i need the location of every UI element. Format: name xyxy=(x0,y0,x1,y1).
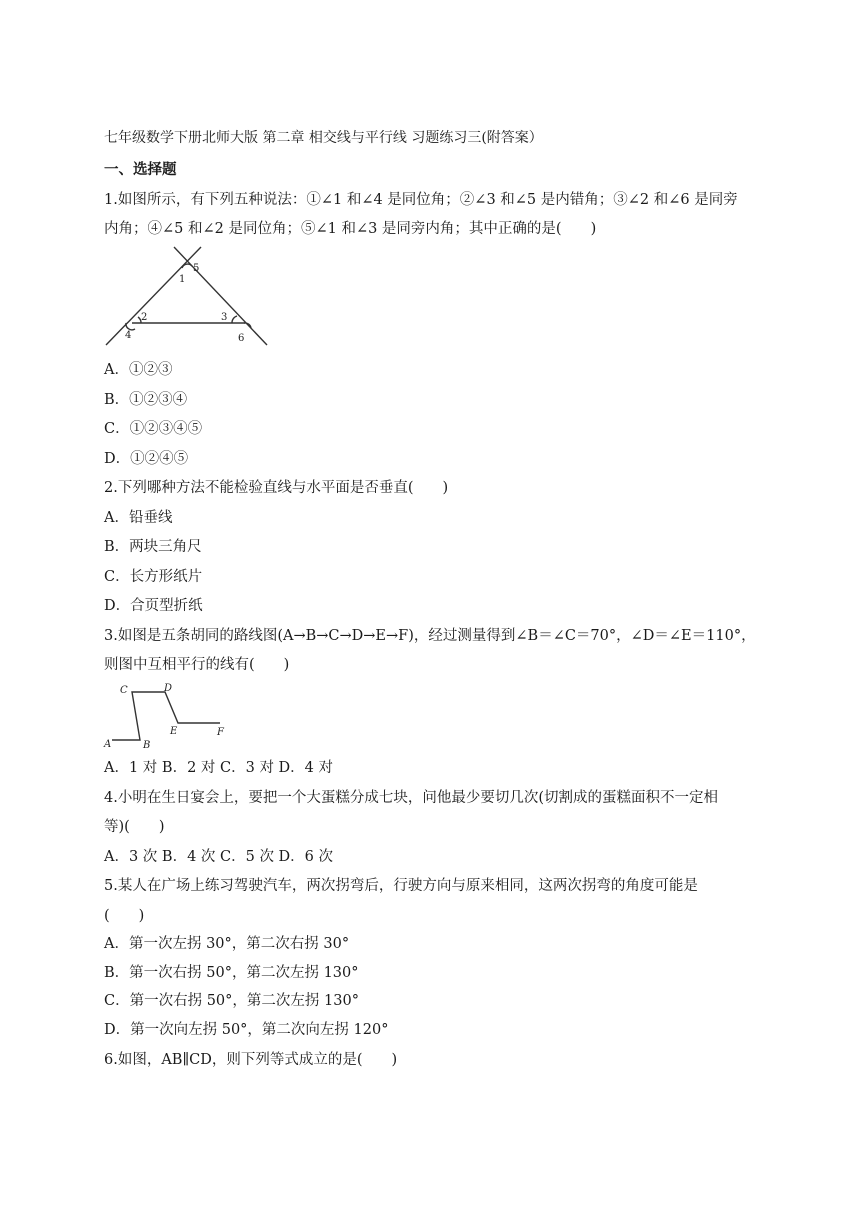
q3-line-1: 3.如图是五条胡同的路线图(A→B→C→D→E→F)，经过测量得到∠B＝∠C＝70°，∠D＝∠E＝110°， xyxy=(104,628,756,644)
q4-line-1: 4.小明在生日宴会上，要把一个大蛋糕分成七块，问他最少要切几次(切割成的蛋糕面积不一定相 xyxy=(104,790,718,806)
road-label-b: B xyxy=(143,740,151,751)
q5-line-2: ( ) xyxy=(104,908,145,924)
q6-line-1: 6.如图，AB∥CD，则下列等式成立的是( ) xyxy=(104,1052,398,1068)
q5-line-1: 5.某人在广场上练习驾驶汽车，两次拐弯后，行驶方向与原来相同，这两次拐弯的角度可能是 xyxy=(104,878,698,894)
q3-line-2: 则图中互相平行的线有( ) xyxy=(104,657,290,673)
angle-label-2: 2 xyxy=(141,312,148,323)
road-label-e: E xyxy=(170,726,178,737)
q5-option-c: C．第一次右拐 50°，第二次左拐 130° xyxy=(104,993,359,1009)
q1-line-1: 1.如图所示，有下列五种说法：①∠1 和∠4 是同位角；②∠3 和∠5 是内错角；③∠2 和∠6 是同旁 xyxy=(104,192,738,208)
road-path xyxy=(112,692,220,740)
angle-label-4: 4 xyxy=(125,330,132,341)
q1-option-c: C．①②③④⑤ xyxy=(104,421,203,437)
road-label-d: D xyxy=(164,683,173,694)
q2-option-c: C．长方形纸片 xyxy=(104,569,203,585)
doc-title: 七年级数学下册北师大版 第二章 相交线与平行线 习题练习三(附答案） xyxy=(104,130,543,146)
angle-label-1: 1 xyxy=(179,274,186,285)
q5-option-b: B．第一次右拐 50°，第二次左拐 130° xyxy=(104,965,359,981)
road-label-f: F xyxy=(217,727,224,738)
section-heading: 一、选择题 xyxy=(104,161,177,178)
road-label-c: C xyxy=(120,685,128,696)
angle-label-6: 6 xyxy=(238,333,245,344)
angle-label-5: 5 xyxy=(193,263,200,274)
q4-options: A．3 次 B．4 次 C．5 次 D．6 次 xyxy=(104,849,334,865)
q1-option-b: B．①②③④ xyxy=(104,392,188,408)
q2-option-b: B．两块三角尺 xyxy=(104,539,202,555)
q3-options: A．1 对 B．2 对 C．3 对 D．4 对 xyxy=(104,760,334,776)
triangle-left-line xyxy=(106,247,201,345)
q5-option-a: A．第一次左拐 30°，第二次右拐 30° xyxy=(104,936,350,952)
q1-triangle-figure xyxy=(104,244,274,348)
q1-option-a: A．①②③ xyxy=(104,362,173,378)
q2-option-d: D．合页型折纸 xyxy=(104,598,203,614)
q2-line-1: 2.下列哪种方法不能检验直线与水平面是否垂直( ) xyxy=(104,480,449,496)
triangle-right-line xyxy=(174,247,267,345)
q1-line-2: 内角；④∠5 和∠2 是同位角；⑤∠1 和∠3 是同旁内角；其中正确的是( ) xyxy=(104,221,597,237)
q4-line-2: 等)( ) xyxy=(104,819,165,835)
road-label-a: A xyxy=(104,739,112,750)
angle-label-3: 3 xyxy=(221,312,228,323)
q1-option-d: D．①②④⑤ xyxy=(104,451,189,467)
q2-option-a: A．铅垂线 xyxy=(104,510,173,526)
q3-road-figure xyxy=(100,680,240,752)
q5-option-d: D．第一次向左拐 50°，第二次向左拐 120° xyxy=(104,1022,389,1038)
angle-arc-3 xyxy=(232,316,237,323)
